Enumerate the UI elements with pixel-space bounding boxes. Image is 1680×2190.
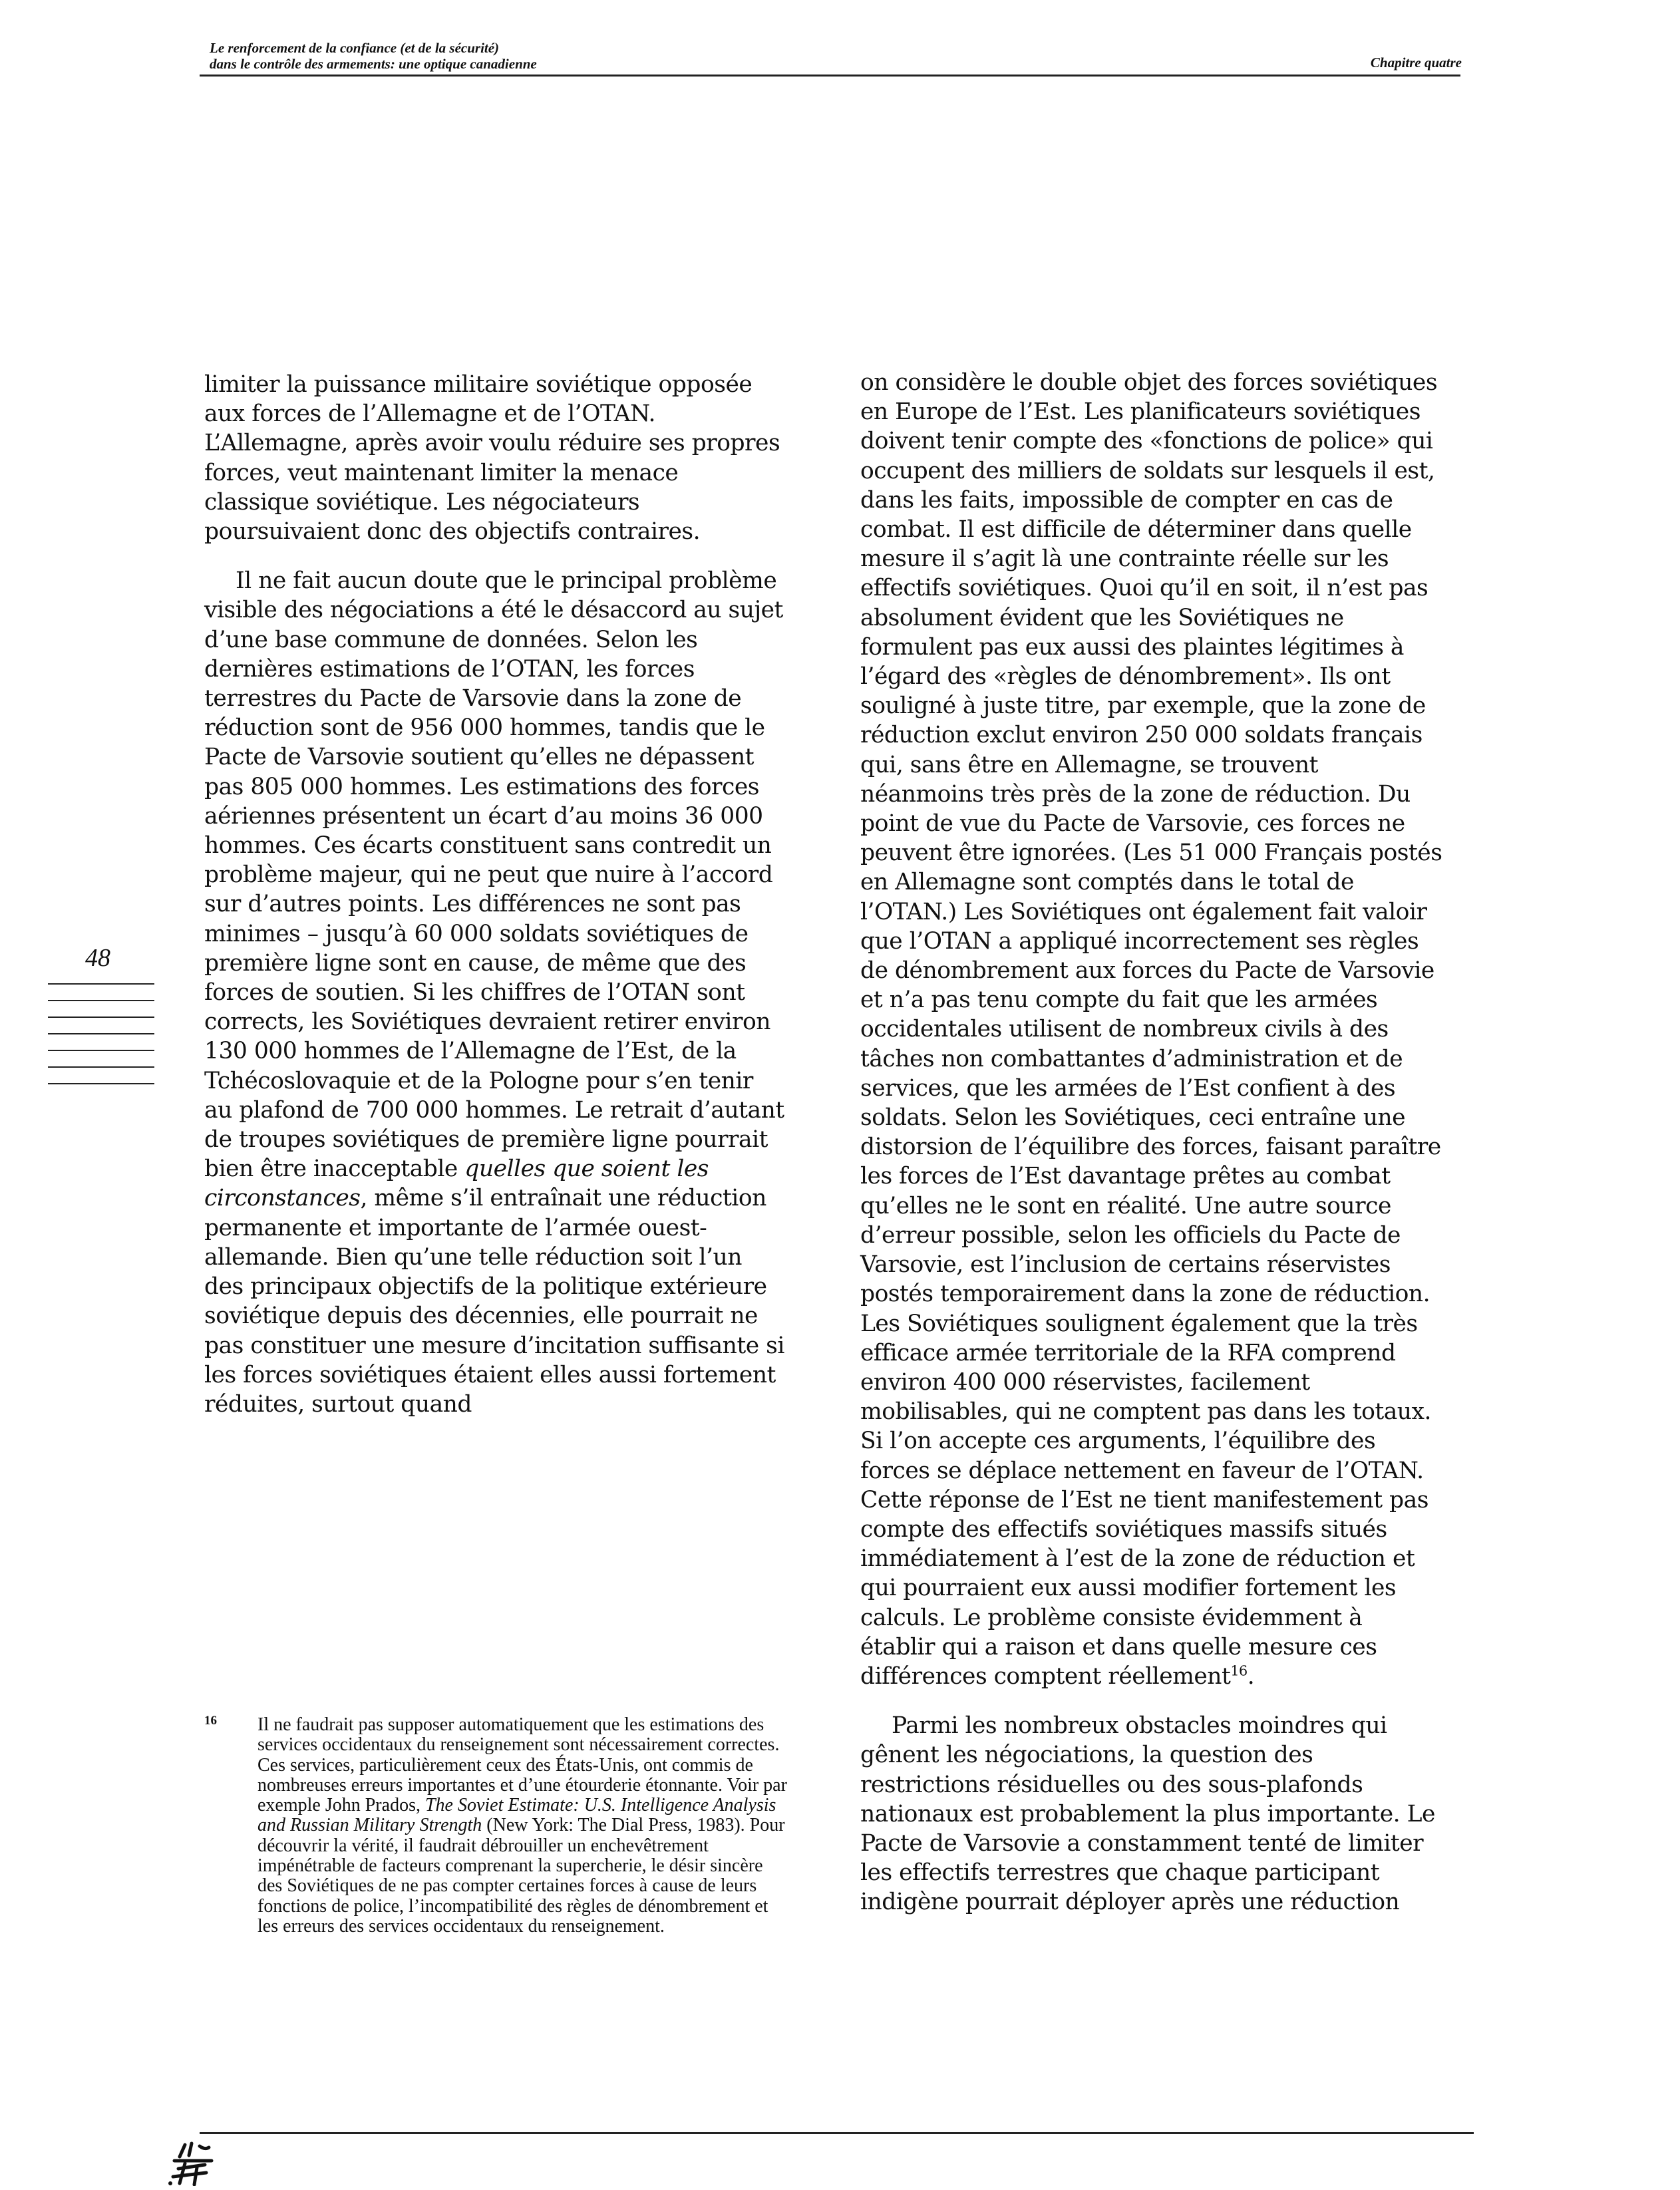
right-column xyxy=(860,368,1442,1937)
footnote-book-title: The Soviet Estimate: U.S. Intelligence Analysis and Russian Military Strength xyxy=(257,1795,776,1836)
left-p2-end: , même s’il entraînait une réduction permanente et importante de l’armée ouest-allemande. Bien qu’une telle réduction soit l’un des principaux objectifs de la politique extérieure soviétique depuis des décennies, elle pourrait ne pas constituer une mesure d’incitation suffisante si les forces soviétiques étaient elles aussi fortement réduites, surtout quand xyxy=(204,1185,784,1418)
right-paragraph-1 xyxy=(860,368,1442,1691)
footnote-reference: 16 xyxy=(1230,1662,1248,1679)
footnote-text-start: Il ne faudrait pas supposer automatiquement que les estimations des services occidentaux du renseignement sont nécessairement correctes. Ces services, particulièrement ceux des États-Unis, ont commis de nombreuses erreurs importantes et d’une étourderie étonnante. Voir par exemple John Prados, xyxy=(257,1714,787,1816)
margin-rule xyxy=(48,1050,154,1051)
footnote-number: 16 xyxy=(204,1714,217,1728)
left-p2-italic: quelles que soient les circonstances xyxy=(204,1156,709,1212)
margin-rules xyxy=(48,983,154,1100)
footnote-text xyxy=(257,1715,790,1937)
running-header xyxy=(210,40,875,72)
margin-rule xyxy=(48,1033,154,1034)
chapter-label: Chapitre quatre xyxy=(1370,55,1462,71)
left-paragraph-1: limiter la puissance militaire soviétique opposée aux forces de l’Allemagne et de l’OTAN. L’Allemagne, après avoir voulu réduire ses propres forces, veut maintenant limiter la menace classique soviétique. Les négociateurs poursuivaient donc des objectifs contraires. xyxy=(204,371,780,546)
left-p2-start: Il ne fait aucun doute que le principal problème visible des négociations a été le désaccord au sujet d’une base commune de données. Selon les dernières estimations de l’OTAN, les forces terrestres du Pacte de Varsovie dans la zone de réduction sont de 956 000 hommes, tandis que le Pacte de Varsovie soutient qu’elles ne dépassent pas 805 000 hommes. Les estimations des forces aériennes présentent un écart d’au moins 36 000 hommes. Ces écarts constituent sans contredit un problème majeur, qui ne peut que nuire à l’accord sur d’autres points. Les différences ne sont pas minimes – jusqu’à 60 000 soldats soviétiques de première ligne sont en cause, de même que des forces de soutien. Si les chiffres de l’OTAN sont corrects, les Soviétiques devraient retirer environ 130 000 hommes de l’Allemagne de l’Est, de la Tchécoslovaquie et de la Pologne pour s’en tenir au plafond de 700 000 hommes. Le retrait d’autant de troupes soviétiques de première ligne pourrait bien être inacceptable xyxy=(204,567,784,1183)
margin-rule xyxy=(48,983,154,985)
footnote-text-end: (New York: The Dial Press, 1983). Pour découvrir la vérité, il faudrait débrouiller un enchevêtrement impénétrable de facteurs comprenant la supercherie, le désir sincère des Soviétiques de ne pas compter certaines forces à cause de leurs fonctions de police, l’incompatibilité des règles de dénombrement et les erreurs des services occidentaux du renseignement. xyxy=(257,1815,785,1937)
publisher-logo-icon xyxy=(165,2141,218,2186)
margin-rule xyxy=(48,1017,154,1018)
footer-rule xyxy=(200,2132,1474,2134)
right-p1-end: . xyxy=(1247,1662,1255,1690)
header-title-line1: Le renforcement de la confiance (et de la sécurité) xyxy=(210,40,500,56)
margin-rule xyxy=(48,1083,154,1084)
footnote xyxy=(204,1715,790,1937)
margin-rule xyxy=(48,1000,154,1001)
header-title-line2: dans le contrôle des armements: une optique canadienne xyxy=(210,56,537,72)
header-rule xyxy=(200,75,1460,77)
left-column xyxy=(204,370,786,1439)
left-paragraph-2 xyxy=(204,566,786,1419)
margin-rule xyxy=(48,1066,154,1068)
page-number: 48 xyxy=(85,944,110,972)
right-paragraph-2: Parmi les nombreux obstacles moindres qui gênent les négociations, la question des restrictions résiduelles ou des sous-plafonds nationaux est probablement la plus importante. Le Pacte de Varsovie a constamment tenté de limiter les effectifs terrestres que chaque participant indigène pourrait déployer après une réduction xyxy=(860,1712,1435,1916)
right-p1-text: on considère le double objet des forces soviétiques en Europe de l’Est. Les planificateurs soviétiques doivent tenir compte des «fonctions de police» qui occupent des milliers de soldats sur lesquels il est, dans les faits, impossible de compter en cas de combat. Il est difficile de déterminer dans quelle mesure il s’agit là une contrainte réelle sur les effectifs soviétiques. Quoi qu’il en soit, il n’est pas absolument évident que les Soviétiques ne formulent pas eux aussi des plaintes légitimes à l’égard des «règles de dénombrement». Ils ont souligné à juste titre, par exemple, que la zone de réduction exclut environ 250 000 soldats français qui, sans être en Allemagne, se trouvent néanmoins très près de la zone de réduction. Du point de vue du Pacte de Varsovie, ces forces ne peuvent être ignorées. (Les 51 000 Français postés en Allemagne sont comptés dans le total de l’OTAN.) Les Soviétiques ont également fait valoir que l’OTAN a appliqué incorrectement ses règles de dénombrement aux forces du Pacte de Varsovie et n’a pas tenu compte du fait que les armées occidentales utilisent de nombreux civils à des tâches non combattantes d’administration et de services, que les armées de l’Est confient à des soldats. Selon les Soviétiques, ceci entraîne une distorsion de l’équilibre des forces, faisant paraître les forces de l’Est davantage prêtes au combat qu’elles ne le sont en réalité. Une autre source d’erreur possible, selon les officiels du Pacte de Varsovie, est l’inclusion de certains réservistes postés temporairement dans la zone de réduction. Les Soviétiques soulignent également que la très efficace armée territoriale de la RFA comprend environ 400 000 réservistes, facilement mobilisables, qui ne comptent pas dans les totaux. Si l’on accepte ces arguments, l’équilibre des forces se déplace nettement en faveur de l’OTAN. Cette réponse de l’Est ne tient manifestement pas compte des effectifs soviétiques massifs situés immédiatement à l’est de la zone de réduction et qui pourraient eux aussi modifier fortement les calculs. Le problème consiste évidemment à établir qui a raison et dans quelle mesure ces différences comptent réellement xyxy=(860,369,1442,1690)
